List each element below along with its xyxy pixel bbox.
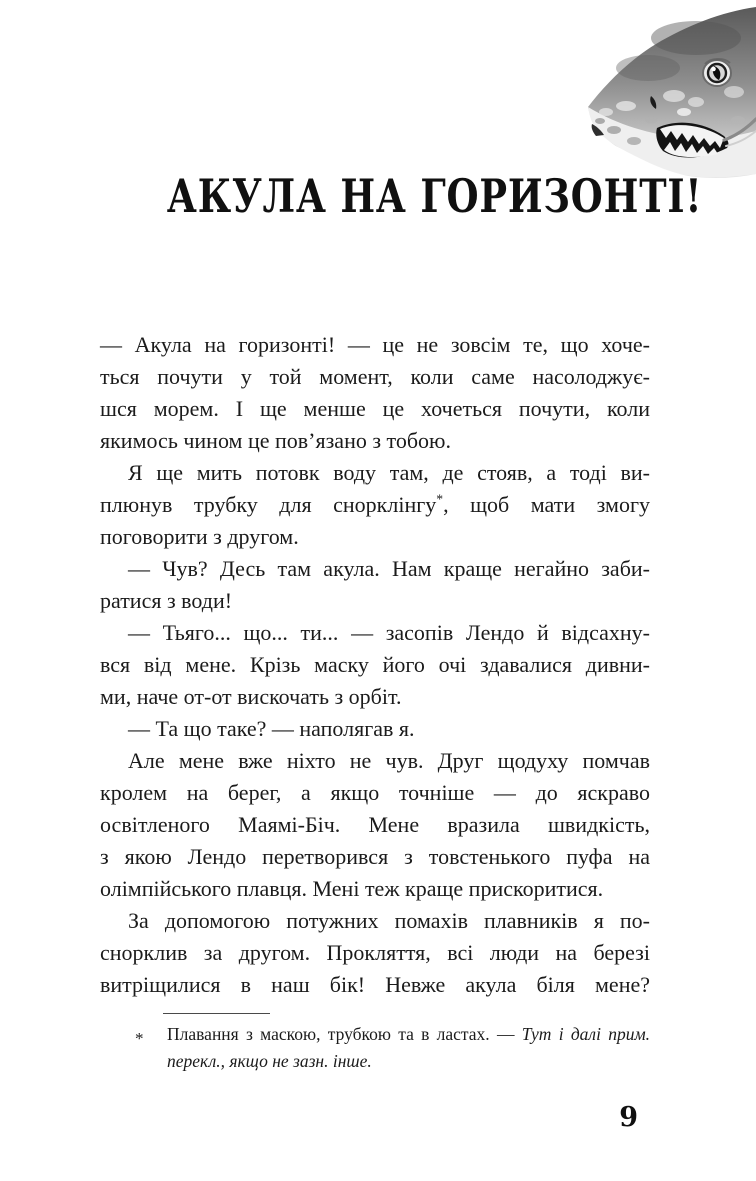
text-line: ратися з води! bbox=[100, 588, 233, 613]
footnote-marker: * bbox=[135, 1029, 144, 1048]
footnote-rule bbox=[163, 1013, 270, 1014]
text-line: — Тьяго... що... ти... — засопів Лендо й відсахну- bbox=[128, 620, 650, 645]
text-line: перекл., якщо не зазн. інше. bbox=[167, 1051, 372, 1071]
text-line: кролем на берег, а якщо точніше — до яскраво bbox=[100, 780, 650, 805]
text-line: Я ще мить потовк воду там, де стояв, а тоді ви- bbox=[128, 460, 650, 485]
text-line: якимось чином це пов’язано з тобою. bbox=[100, 428, 451, 453]
footnote bbox=[100, 1013, 650, 1075]
text-line: ми, наче от-от вискочать з орбіт. bbox=[100, 684, 402, 709]
text-line: з якою Лендо перетворився з товстенького пуфа на bbox=[100, 844, 650, 869]
footnote-text bbox=[100, 1021, 650, 1075]
page-number: 9 bbox=[619, 1102, 638, 1133]
paragraph bbox=[100, 905, 650, 1001]
paragraph bbox=[100, 329, 650, 457]
text-line: шся морем. І ще менше це хочеться почути, коли bbox=[100, 396, 650, 421]
paragraph bbox=[100, 553, 650, 617]
paragraph bbox=[100, 713, 650, 745]
body-text bbox=[100, 329, 650, 1001]
text-line: олімпійського плавця. Мені теж краще прискоритися. bbox=[100, 876, 604, 901]
text-line: вся від мене. Крізь маску його очі здавалися дивни- bbox=[100, 652, 650, 677]
text-line: — Та що таке? — наполягав я. bbox=[128, 716, 415, 741]
text-line: поговорити з другом. bbox=[100, 524, 299, 549]
text-line: снорклив за другом. Прокляття, всі люди на березі bbox=[100, 940, 650, 965]
text-line: — Акула на горизонті! — це не зовсім те, що хоче- bbox=[100, 332, 650, 357]
text-line: Плавання з маскою, трубкою та в ластах. — Тут і далі прим. bbox=[167, 1024, 650, 1044]
chapter-title bbox=[100, 169, 703, 223]
text-line: плюнув трубку для снорклінгу*, щоб мати змогу bbox=[100, 491, 650, 517]
text-line: ться почути у той момент, коли саме насолоджує- bbox=[100, 364, 650, 389]
paragraph bbox=[100, 745, 650, 905]
text-line: витріщилися в наш бік! Невже акула біля мене? bbox=[100, 972, 650, 997]
paragraph bbox=[100, 617, 650, 713]
paragraph bbox=[100, 457, 650, 553]
chapter-title-text: АКУЛА НА ГОРИЗОНТІ! bbox=[166, 169, 703, 223]
text-line: освітленого Маямі-Біч. Мене вразила швидкість, bbox=[100, 812, 650, 837]
text-line: — Чув? Десь там акула. Нам краще негайно заби- bbox=[128, 556, 650, 581]
text-line: Але мене вже ніхто не чув. Друг щодуху помчав bbox=[128, 748, 650, 773]
text-line: За допомогою потужних помахів плавників я по- bbox=[128, 908, 650, 933]
